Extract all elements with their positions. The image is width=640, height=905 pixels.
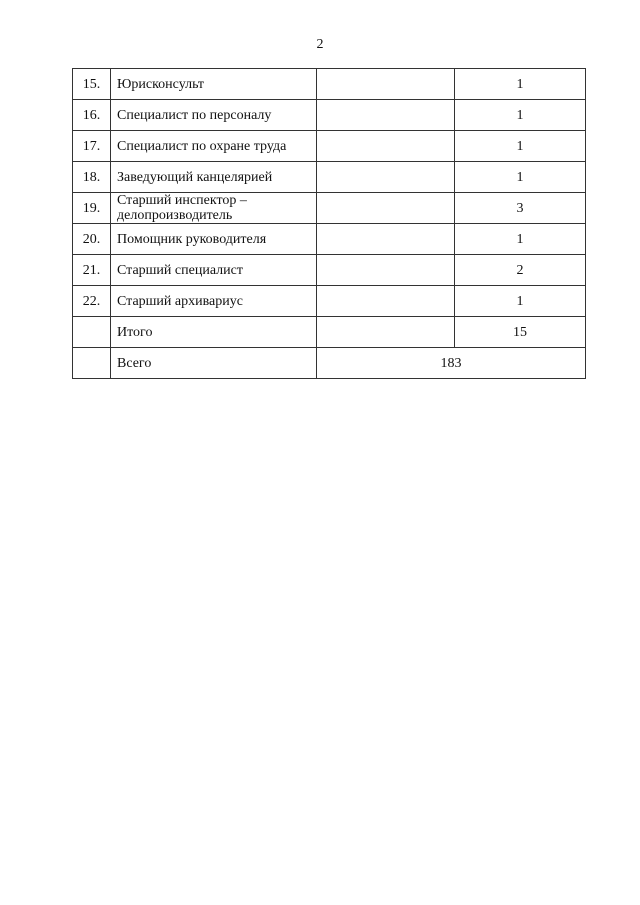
table-row: [73, 224, 586, 255]
position-name: Заведующий канцелярией: [111, 162, 317, 193]
subtotal-value: 15: [455, 317, 586, 348]
empty-cell: [317, 286, 455, 317]
empty-cell: [317, 255, 455, 286]
row-number: 15.: [73, 69, 111, 100]
row-number: 22.: [73, 286, 111, 317]
subtotal-row: [73, 317, 586, 348]
empty-cell: [73, 317, 111, 348]
position-name: Специалист по персоналу: [111, 100, 317, 131]
position-name: Специалист по охране труда: [111, 131, 317, 162]
position-count: 1: [455, 69, 586, 100]
table-row: [73, 193, 586, 224]
position-name: Старший инспектор – делопроизводитель: [111, 193, 317, 224]
position-count: 1: [455, 131, 586, 162]
empty-cell: [317, 131, 455, 162]
position-name: Старший специалист: [111, 255, 317, 286]
subtotal-label: Итого: [111, 317, 317, 348]
total-value: 183: [317, 348, 586, 379]
total-label: Всего: [111, 348, 317, 379]
empty-cell: [317, 100, 455, 131]
row-number: 19.: [73, 193, 111, 224]
table-row: [73, 69, 586, 100]
empty-cell: [73, 348, 111, 379]
position-count: 2: [455, 255, 586, 286]
empty-cell: [317, 317, 455, 348]
empty-cell: [317, 224, 455, 255]
position-count: 1: [455, 286, 586, 317]
empty-cell: [317, 162, 455, 193]
position-name: Юрисконсульт: [111, 69, 317, 100]
row-number: 17.: [73, 131, 111, 162]
table-row: [73, 131, 586, 162]
position-name: Старший архивариус: [111, 286, 317, 317]
row-number: 16.: [73, 100, 111, 131]
row-number: 18.: [73, 162, 111, 193]
position-count: 1: [455, 162, 586, 193]
row-number: 20.: [73, 224, 111, 255]
position-count: 3: [455, 193, 586, 224]
total-row: [73, 348, 586, 379]
position-count: 1: [455, 100, 586, 131]
page-number: 2: [316, 37, 324, 52]
table-row: [73, 162, 586, 193]
position-name: Помощник руководителя: [111, 224, 317, 255]
empty-cell: [317, 193, 455, 224]
row-number: 21.: [73, 255, 111, 286]
empty-cell: [317, 69, 455, 100]
table-row: [73, 286, 586, 317]
table-row: [73, 255, 586, 286]
position-count: 1: [455, 224, 586, 255]
table-row: [73, 100, 586, 131]
staff-table: [72, 68, 586, 379]
